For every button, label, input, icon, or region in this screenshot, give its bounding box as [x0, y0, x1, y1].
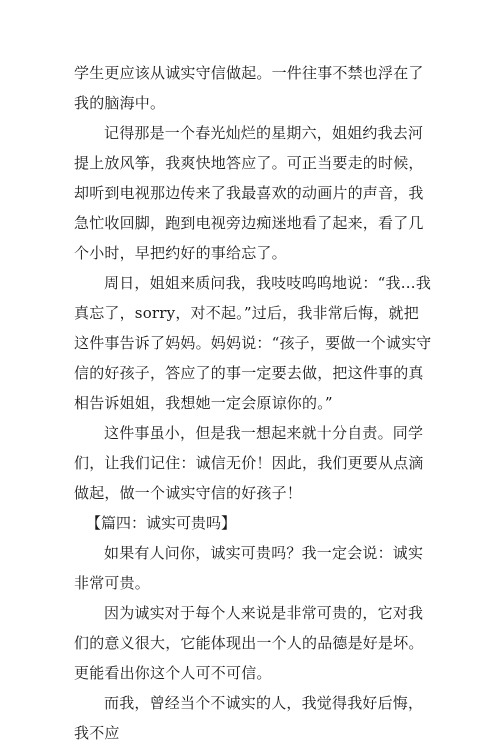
document-page [74, 58, 434, 748]
paragraph-reason: 因为诚实对于每个人来说是非常可贵的，它对我们的意义很大，它能体现出一个人的品德是好是坏。更能看出你这个人可不可信。 [74, 604, 424, 682]
paragraph-apology: 周日，姐姐来质问我，我吱吱呜呜地说：“我…我真忘了，sorry，对不起。”过后，我非常后悔，就把这件事告诉了妈妈。妈妈说：“孩子，要做一个诚实守信的好孩子，答应了的事一定要去做，把这件事的真相告诉姐姐，我想她一定会原谅你的。” [74, 274, 432, 412]
paragraph-kite-story: 记得那是一个春光灿烂的星期六，姐姐约我去河提上放风筝，我爽快地答应了。可正当要走的时候，却听到电视那边传来了我最喜欢的动画片的声音，我急忙收回脚，跑到电视旁边痴迷地看了起来，看了几个小时，早把约好的事给忘了。 [74, 124, 424, 262]
paragraph-conclusion: 这件事虽小，但是我一想起来就十分自责。同学们，让我们记住：诚信无价！因此，我们更要从点滴做起，做一个诚实守信的好孩子！ [74, 424, 424, 502]
paragraph-continuation: 学生更应该从诚实守信做起。一件往事不禁也浮在了我的脑海中。 [74, 64, 424, 112]
paragraph-regret: 而我，曾经当个不诚实的人，我觉得我好后悔，我不应 [74, 694, 424, 742]
paragraph-question: 如果有人问你，诚实可贵吗？我一定会说：诚实非常可贵。 [74, 544, 424, 592]
section-heading: 【篇四：诚实可贵吗】 [86, 514, 237, 532]
